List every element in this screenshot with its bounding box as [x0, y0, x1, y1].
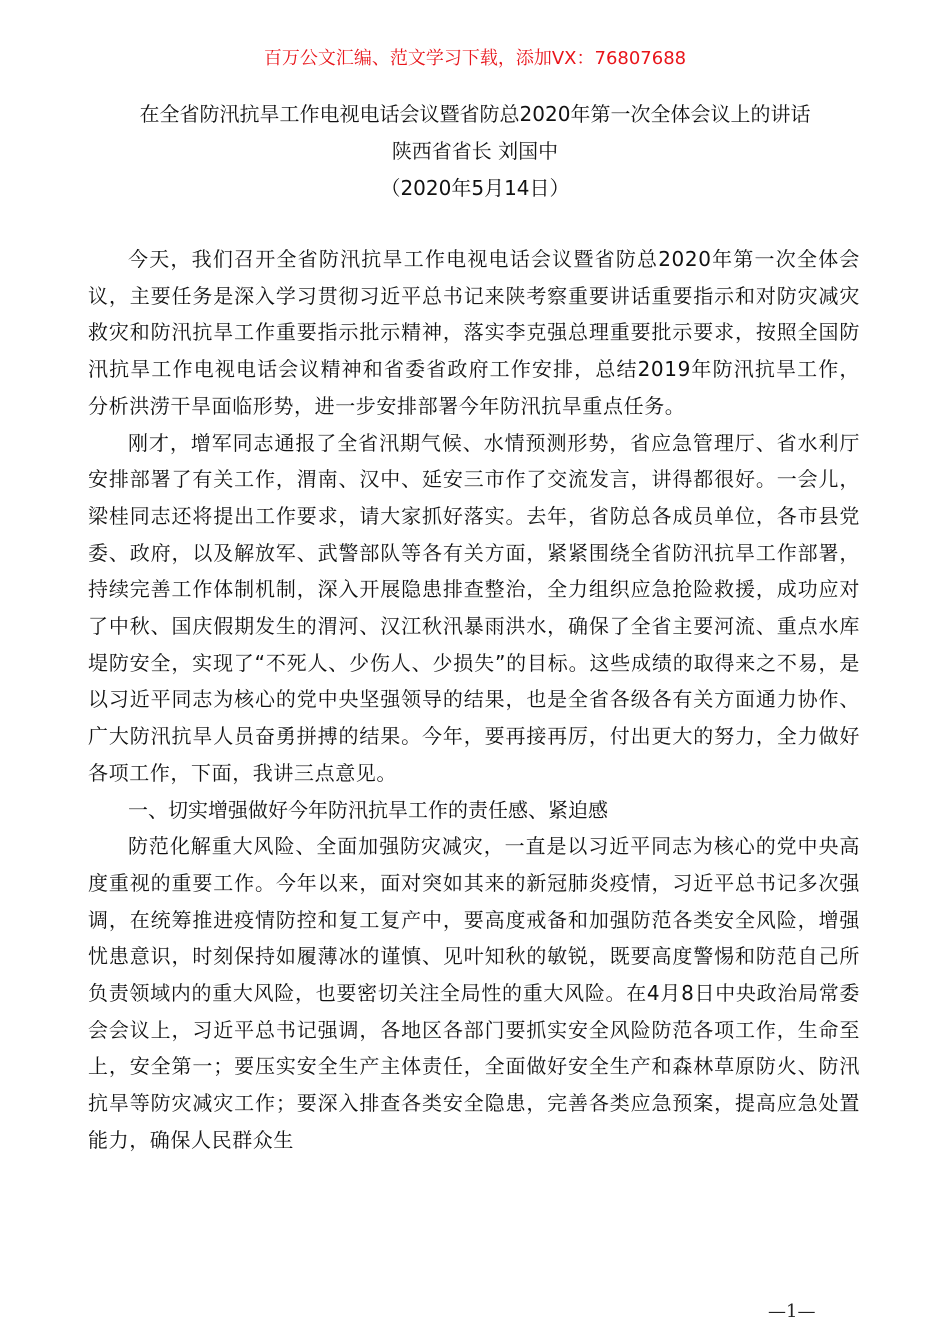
speech-header	[0, 96, 950, 207]
paragraph-opening: 今天，我们召开全省防汛抗旱工作电视电话会议暨省防总2020年第一次全体会议，主要任务是深入学习贯彻习近平总书记来陕考察重要讲话重要指示和对防灾减灾救灾和防汛抗旱工作重要指示批示精神，落实李克强总理重要批示要求，按照全国防汛抗旱工作电视电话会议精神和省委省政府工作安排，总结2019年防汛抗旱工作，分析洪涝干旱面临形势，进一步安排部署今年防汛抗旱重点任务。	[88, 247, 860, 418]
speaker-line: 陕西省省长 刘国中	[391, 139, 559, 163]
speech-title: 在全省防汛抗旱工作电视电话会议暨省防总2020年第一次全体会议上的讲话	[139, 102, 811, 126]
speech-body	[88, 241, 860, 1159]
section-heading-1: 一、切实增强做好今年防汛抗旱工作的责任感、紧迫感	[128, 797, 608, 822]
paragraph-review: 刚才，增军同志通报了全省汛期气候、水情预测形势，省应急管理厅、省水利厅安排部署了有关工作，渭南、汉中、延安三市作了交流发言，讲得都很好。一会儿，梁桂同志还将提出工作要求，请大家抓好落实。去年，省防总各成员单位，各市县党委、政府，以及解放军、武警部队等各有关方面，紧紧围绕全省防汛抗旱工作部署，持续完善工作体制机制，深入开展隐患排查整治，全力组织应急抢险救援，成功应对了中秋、国庆假期发生的渭河、汉江秋汛暴雨洪水，确保了全省主要河流、重点水库堤防安全，实现了“不死人、少伤人、少损失”的目标。这些成绩的取得来之不易，是以习近平同志为核心的党中央坚强领导的结果，也是全省各级各有关方面通力协作、广大防汛抗旱人员奋勇拼搏的结果。今年，要再接再厉，付出更大的努力，全力做好各项工作，下面，我讲三点意见。	[88, 430, 860, 785]
page-number: —1—	[768, 1301, 816, 1322]
watermark-banner: 百万公文汇编、范文学习下载，添加VX：76807688	[263, 48, 687, 69]
paragraph-section-1: 防范化解重大风险、全面加强防灾减灾，一直是以习近平同志为核心的党中央高度重视的重要工作。今年以来，面对突如其来的新冠肺炎疫情，习近平总书记多次强调，在统筹推进疫情防控和复工复产中，要高度戒备和加强防范各类安全风险，增强忧患意识，时刻保持如履薄冰的谨慎、见叶知秋的敏锐，既要高度警惕和防范自己所负责领域内的重大风险，也要密切关注全局性的重大风险。在4月8日中央政治局常委会会议上，习近平总书记强调，各地区各部门要抓实安全风险防范各项工作，生命至上，安全第一；要压实安全生产主体责任，全面做好安全生产和森林草原防火、防汛抗旱等防灾减灾工作；要深入排查各类安全隐患，完善各类应急预案，提高应急处置能力，确保人民群众生	[88, 834, 860, 1152]
speech-date: （2020年5月14日）	[380, 176, 570, 200]
